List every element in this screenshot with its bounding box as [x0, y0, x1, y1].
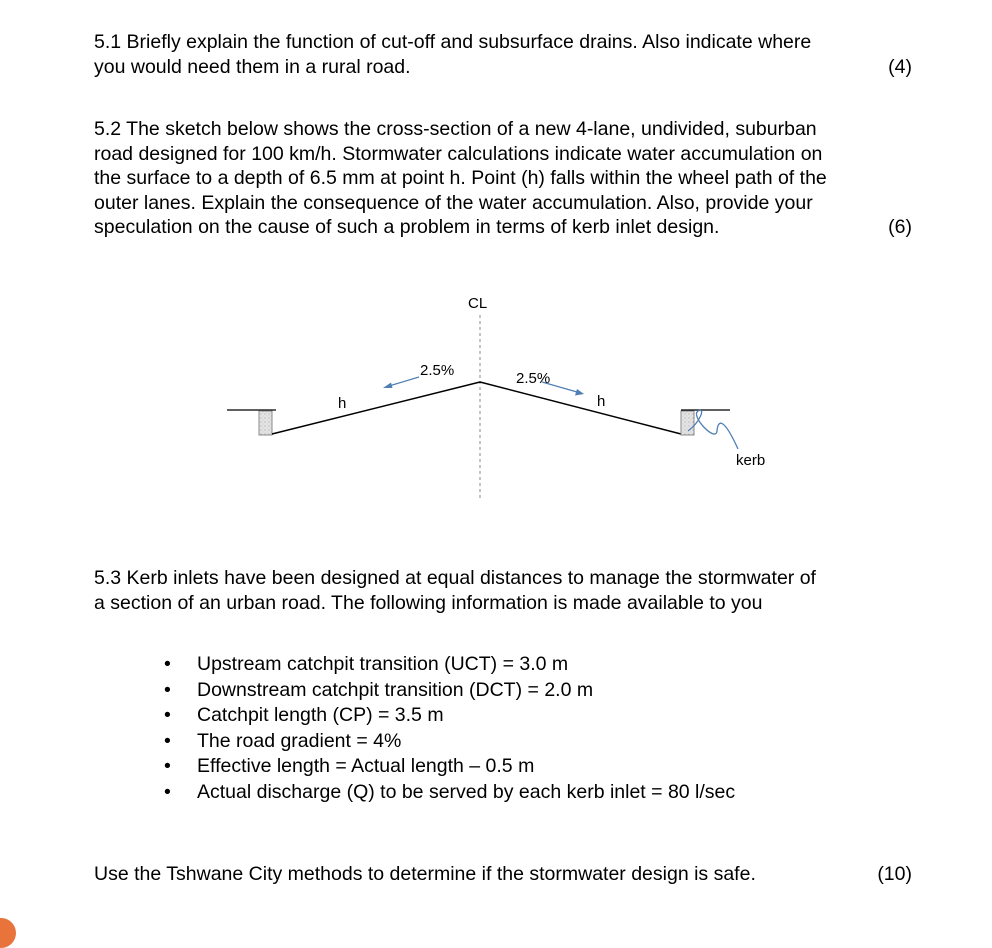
q52-marks: (6)	[888, 216, 912, 238]
kerb-leader-line	[688, 410, 738, 449]
q52-line-5: speculation on the cause of such a problem in terms of kerb inlet design.	[94, 216, 720, 238]
list-item	[164, 729, 735, 755]
q51-line-2-row	[94, 55, 912, 80]
left-slope-arrowhead	[383, 383, 393, 389]
question-5-2	[94, 117, 912, 240]
bullet-icon: •	[164, 653, 171, 675]
list-item	[164, 754, 735, 780]
bullet-icon: •	[164, 755, 171, 777]
bullet-icon: •	[164, 704, 171, 726]
right-slope-label: 2.5%	[516, 370, 551, 387]
road-cross-section-diagram	[0, 285, 992, 510]
q52-line-5-row	[94, 215, 912, 240]
list-item	[164, 678, 735, 704]
list-item	[164, 703, 735, 729]
q53-marks: (10)	[877, 863, 912, 885]
q53-final-instruction-row	[94, 862, 912, 886]
q52-line-4: outer lanes. Explain the consequence of the water accumulation. Also, provide your	[94, 191, 813, 214]
question-5-3	[94, 566, 912, 615]
list-item-text: Actual discharge (Q) to be served by each kerb inlet = 80 l/sec	[197, 780, 736, 803]
right-point-h-label: h	[597, 393, 606, 410]
right-road-surface	[480, 382, 681, 434]
list-item	[164, 780, 735, 806]
list-item-text: The road gradient = 4%	[197, 729, 402, 752]
q51-line-2: you would need them in a rural road.	[94, 55, 411, 78]
left-slope-arrow	[389, 377, 419, 386]
list-item-text: Catchpit length (CP) = 3.5 m	[197, 704, 444, 726]
right-slope-arrowhead	[575, 389, 584, 396]
q51-marks: (4)	[888, 55, 912, 78]
q51-line-1: 5.1 Briefly explain the function of cut-off and subsurface drains. Also indicate where	[94, 31, 812, 53]
list-item-text: Effective length = Actual length – 0.5 m	[197, 755, 535, 777]
given-information-list	[164, 652, 735, 805]
right-kerb	[681, 411, 694, 435]
q52-line-2: road designed for 100 km/h. Stormwater calculations indicate water accumulation on	[94, 142, 823, 165]
bullet-icon: •	[164, 678, 171, 701]
q53-line-1: 5.3 Kerb inlets have been designed at equal distances to manage the stormwater of	[94, 567, 816, 589]
q52-line-1: 5.2 The sketch below shows the cross-section of a new 4-lane, undivided, suburban	[94, 118, 817, 140]
list-item-text: Downstream catchpit transition (DCT) = 2.0 m	[197, 678, 594, 701]
list-item-text: Upstream catchpit transition (UCT) = 3.0 m	[197, 653, 569, 675]
q53-final-instruction: Use the Tshwane City methods to determine if the stormwater design is safe.	[94, 863, 756, 885]
left-slope-label: 2.5%	[420, 362, 455, 379]
q52-line-3: the surface to a depth of 6.5 mm at point h. Point (h) falls within the wheel path of the	[94, 167, 827, 189]
q53-line-2: a section of an urban road. The following information is made available to you	[94, 591, 763, 614]
bullet-icon: •	[164, 780, 171, 803]
corner-badge-icon	[0, 918, 16, 948]
kerb-label: kerb	[736, 452, 766, 469]
centerline-label: CL	[468, 295, 488, 312]
left-kerb	[259, 411, 272, 435]
bullet-icon: •	[164, 729, 171, 752]
list-item	[164, 652, 735, 678]
question-5-1	[94, 30, 912, 79]
left-road-surface	[272, 382, 480, 434]
left-point-h-label: h	[338, 395, 347, 412]
